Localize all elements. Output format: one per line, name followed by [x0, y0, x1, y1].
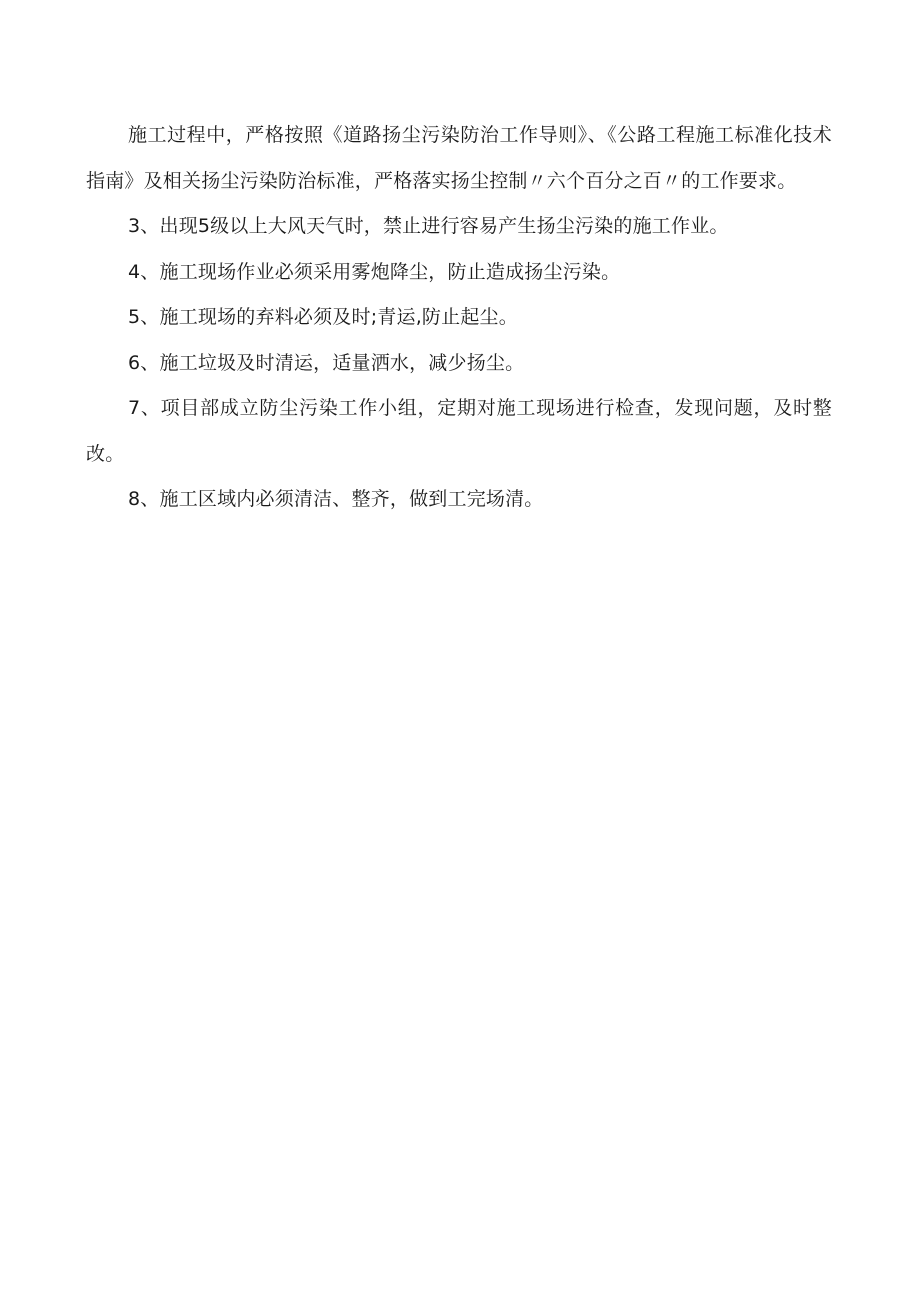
paragraph-item-7: 7、项目部成立防尘污染工作小组，定期对施工现场进行检查，发现问题，及时整改。: [86, 397, 832, 465]
paragraph-item-8: 8、施工区域内必须清洁、整齐，做到工完场清。: [128, 488, 544, 510]
paragraph-intro: 施工过程中，严格按照《道路扬尘污染防治工作导则》、《公路工程施工标准化技术指南》及相关扬尘污染防治标准，严格落实扬尘控制〃六个百分之百〃的工作要求。: [86, 124, 832, 192]
document-body: [86, 113, 832, 523]
paragraph-item-4: 4、施工现场作业必须采用雾炮降尘，防止造成扬尘污染。: [128, 260, 621, 283]
paragraph-item-3: 3、出现5级以上大风天气时，禁止进行容易产生扬尘污染的施工作业。: [128, 215, 729, 237]
paragraph-item-6: 6、施工垃圾及时清运，适量洒水，减少扬尘。: [128, 351, 525, 374]
paragraph-item-5: 5、施工现场的弃料必须及时;青运,防止起尘。: [128, 306, 518, 328]
